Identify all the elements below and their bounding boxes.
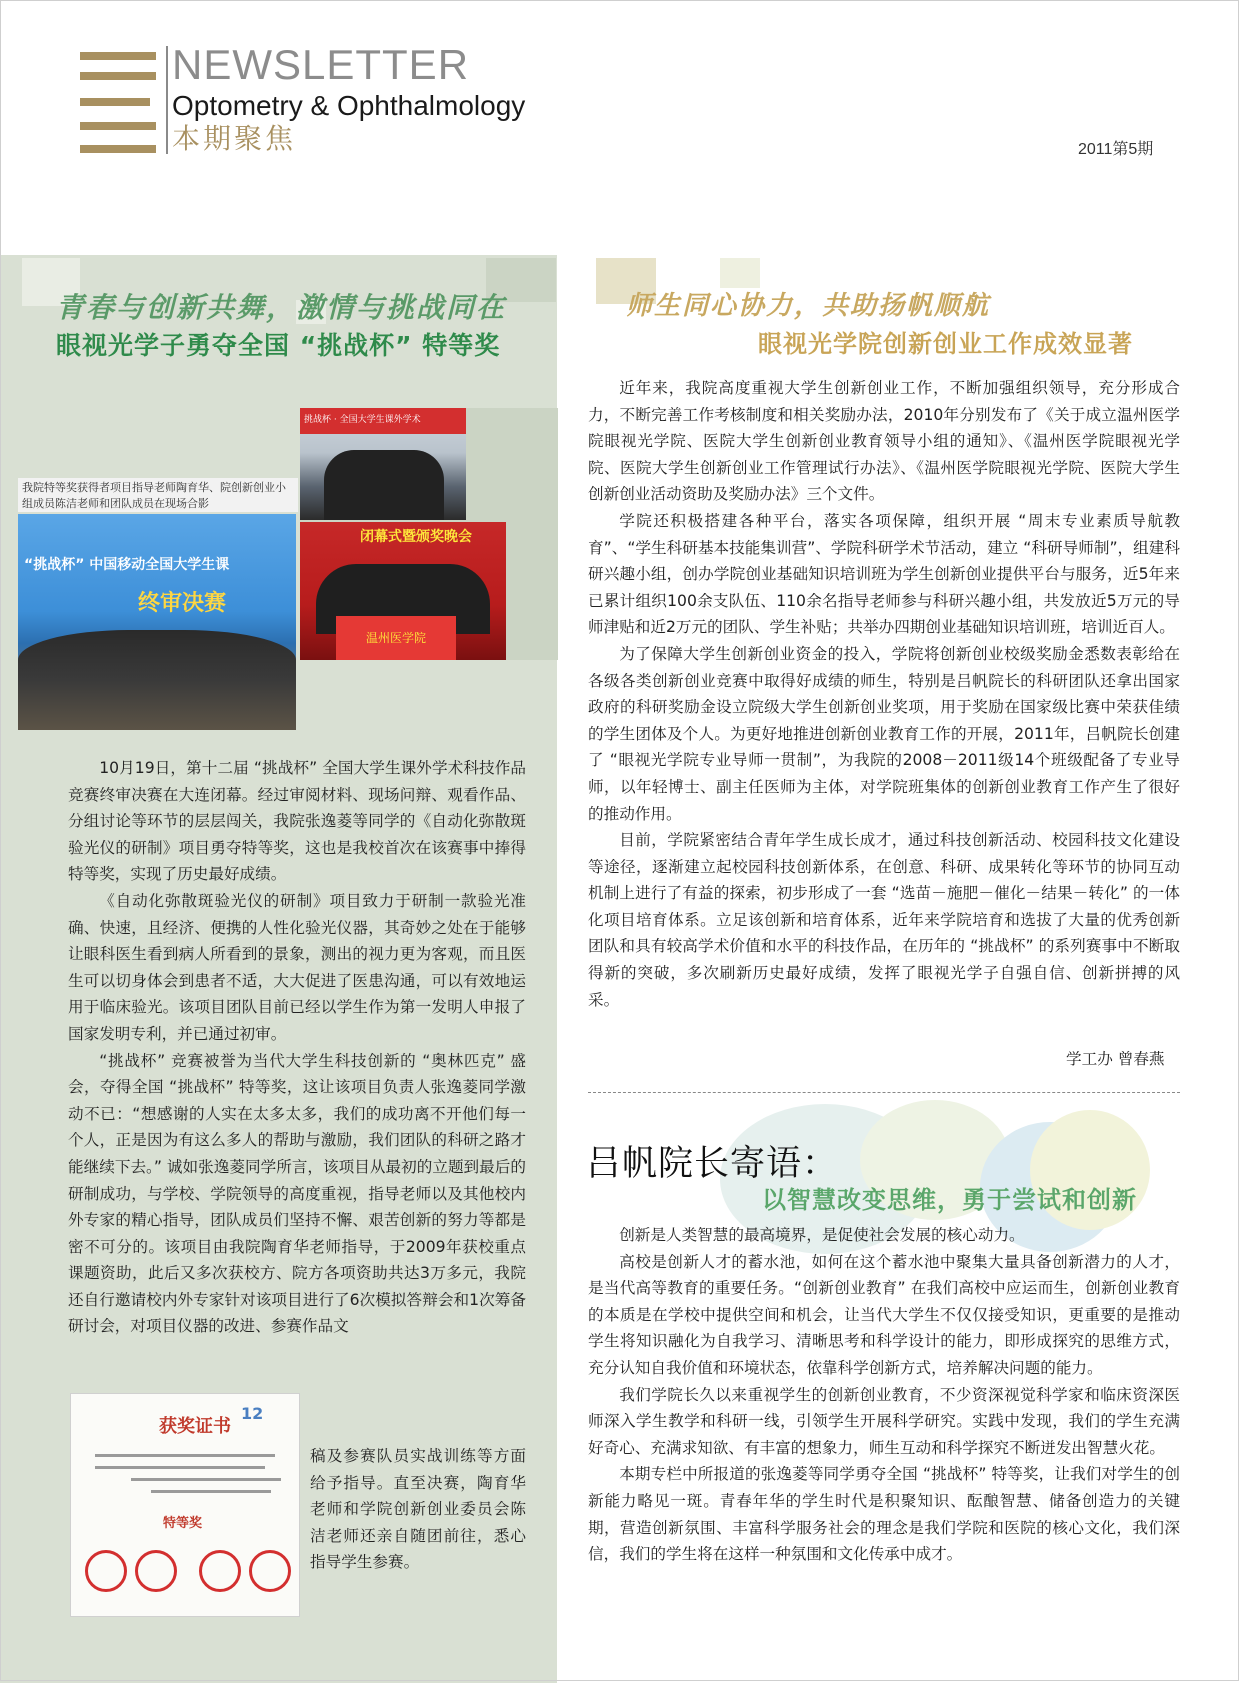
left-article-body: [68, 755, 526, 1336]
logo-bar: [80, 145, 156, 153]
certificate-line: [131, 1478, 281, 1481]
right-headline-script: 师生同心协力，共助扬帆顺航: [626, 291, 991, 321]
award-certificate-image: [70, 1393, 300, 1617]
red-seal: [199, 1550, 241, 1592]
paragraph: 我们学院长久以来重视学生的创新创业教育，不少资深视觉科学家和临床资深医师深入学生教学和科研一线，引领学生开展科学研究。实践中发现，我们的学生充满好奇心、充满求知欲、有丰富的想象力，师生互动和科学探究不断迸发出智慧火花。: [588, 1385, 1180, 1457]
closing-ceremony-photo: [300, 522, 506, 660]
photo-banner-final: 终审决赛: [138, 591, 227, 616]
paragraph: 高校是创新人才的蓄水池，如何在这个蓄水池中聚集大量具备创新潜力的人才，是当代高等教育的重要任务。“创新创业教育” 在我们高校中应运而生，创新创业教育的本质是在学校中提供空间和机会，让当代大学生不仅仅接受知识，更重要的是推动学生将知识融化为自我学习、清晰思考和科学设计的能力，即形成探究的思维方式，充分认知自我价值和环境状态，依靠科学创新方式，培养解决问题的能力。: [588, 1252, 1180, 1377]
paragraph: 创新是人类智慧的最高境界，是促使社会发展的核心动力。: [619, 1226, 1025, 1244]
group-silhouette: [18, 630, 296, 730]
red-seal: [85, 1550, 127, 1592]
certificate-line: [151, 1490, 271, 1493]
paragraph: 本期专栏中所报道的张逸菱等同学勇夺全国 “挑战杯” 特等奖，让我们对学生的创新能力略见一斑。青春年华的学生时代是积聚知识、酝酿智慧、储备创造力的关键期，营造创新氛围、丰富科学服务社会的理念是我们学院和医院的核心文化，我们深信，我们的学生将在这样一种氛围和文化传承中成才。: [588, 1465, 1180, 1564]
left-headline-script: 青春与创新共舞，激情与挑战同在: [56, 291, 507, 324]
paragraph: 为了保障大学生创新创业资金的投入，学院将创新创业校级奖励金悉数表彰给在各级各类创新创业竞赛中取得好成绩的师生，特别是吕帆院长的科研团队还拿出国家政府的科研奖励金设立院级大学生创新创业奖项，用于奖励在国家级比赛中荣获佳绩的学生团体及个人。为更好地推进创新创业教育工作的开展，2011年，吕帆院长创建了 “眼视光学院专业导师一贯制”，为我院的2008－2011级14个班级配备了专业导师，以年轻博士、副主任医师为主体，对学院班集体的创新创业教育工作产生了很好的推动作用。: [588, 644, 1180, 823]
section-divider: [588, 1092, 1180, 1093]
paragraph: “挑战杯” 竞赛被誉为当代大学生科技创新的 “奥林匹克” 盛会，夺得全国 “挑战杯” 特等奖，这让该项目负责人张逸菱同学激动不已：“想感谢的人实在太多太多，我们的成功离不开他们每一个人，正是因为有这么多人的帮助与激励，我们团队的科研之路才能继续下去。” 诚如张逸菱同学所言，该项目从最初的立题到最后的研制成功，与学校、学院领导的高度重视，指导老师以及其他校内外专家的精心指导，团队成员们坚持不懈、艰苦创新的努力等都是密不可分的。该项目由我院陶育华老师指导，于2009年获校重点课题资助，此后又多次获校方、院方各项资助共达3万多元，我院还自行邀请校内外专家针对该项目进行了6次模拟答辩会和1次筹备研讨会，对项目仪器的改进、参赛作品文: [68, 1051, 526, 1336]
left-headline: 眼视光学子勇夺全国 “挑战杯” 特等奖: [56, 331, 501, 360]
logo-bar: [80, 72, 156, 80]
paragraph: 《自动化弥散斑验光仪的研制》项目致力于研制一款验光准确、快速，且经济、便携的人性化验光仪器，其奇妙之处在于能够让眼科医生看到病人所看到的景象，测出的视力更为客观，而且医生可以切身体会到患者不适，大大促进了医患沟通，可以有效地运用于临床验光。该项目团队目前已经以学生作为第一发明人申报了国家发明专利，并已通过初审。: [68, 891, 526, 1043]
section-focus-label: 本期聚焦: [172, 122, 297, 155]
school-flag: 温州医学院: [336, 616, 456, 660]
logo-bar: [80, 98, 150, 106]
newsletter-title: NEWSLETTER: [172, 41, 470, 88]
photo-banner-text: 挑战杯 · 全国大学生课外学术: [304, 415, 421, 425]
team-photo-small: [300, 408, 466, 520]
paragraph: 10月19日，第十二届 “挑战杯” 全国大学生课外学术科技作品竞赛终审决赛在大连闭幕。经过审阅材料、现场问辩、观看作品、分组讨论等环节的层层闯关，我院张逸菱等同学的《自动化弥散斑验光仪的研制》项目勇夺特等奖，这也是我校首次在该赛事中捧得特等奖，实现了历史最好成绩。: [68, 759, 526, 884]
certificate-line: [95, 1466, 265, 1469]
certificate-logo: 12: [241, 1404, 264, 1423]
logo-bar: [80, 122, 156, 130]
paragraph: 目前，学院紧密结合青年学生成长成才，通过科技创新活动、校园科技文化建设等途径，逐渐建立起校园科技创新体系，在创意、科研、成果转化等环节的协同互动机制上进行了有益的探索，初步形成了一套 “选苗－施肥－催化－结果－转化” 的一体化项目培育体系。立足该创新和培育体系，近年来学院培育和选拔了大量的优秀创新团队和具有较高学术价值和水平的科技作品，在历年的 “挑战杯” 的系列赛事中不断取得新的突破，多次刷新历史最好成绩，发挥了眼视光学子自强自信、创新拼搏的风采。: [588, 831, 1180, 1009]
paragraph: 稿及参赛队员实战训练等方面给予指导。直至决赛，陶育华老师和学院创新创业委员会陈洁老师还亲自随团前往，悉心指导学生参赛。: [310, 1447, 526, 1572]
dean-message-title: 吕帆院长寄语：: [586, 1144, 839, 1184]
logo-divider: [166, 46, 168, 154]
left-article-wrap-text: [310, 1443, 526, 1576]
photo-caption: 我院特等奖获得者项目指导老师陶育华、院创新创业小组成员陈洁老师和团队成员在现场合影: [18, 478, 298, 512]
paragraph: 近年来，我院高度重视大学生创新创业工作，不断加强组织领导，充分形成合力，不断完善工作考核制度和相关奖励办法，2010年分别发布了《关于成立温州医学院眼视光学院、医院大学生创新创业教育领导小组的通知》、《温州医学院眼视光学院、医院大学生创新创业工作管理试行办法》、《温州医学院眼视光学院、医院大学生创新创业活动资助及奖励办法》三个文件。: [588, 379, 1180, 504]
article-signature: 学工办 曾春燕: [1066, 1050, 1165, 1068]
paragraph: 学院还积极搭建各种平台，落实各项保障，组织开展 “周末专业素质导航教育”、“学生科研基本技能集训营”、学院科研学术节活动，建立 “科研导师制”，组建科研兴趣小组，创办学院创业基础知识培训班为学生创新创业提供平台与服务，近5年来已累计组织100余支队伍、110余名指导老师参与科研兴趣小组，共发放近5万元的导师津贴和近2万元的团队、学生补贴；共举办四期创业基础知识培训班，培训近百人。: [588, 511, 1180, 637]
red-seal: [249, 1550, 291, 1592]
award-ceremony-photo: [18, 514, 296, 730]
photo-title-text: 闭幕式暨颁奖晚会: [360, 529, 472, 545]
photo-banner-text: “挑战杯” 中国移动全国大学生课: [24, 557, 230, 573]
dean-message-subtitle: 以智慧改变思维，勇于尝试和创新: [762, 1186, 1137, 1214]
right-headline: 眼视光学院创新创业工作成效显著: [758, 330, 1133, 358]
newsletter-subtitle: Optometry & Ophthalmology: [172, 90, 526, 121]
certificate-line: [95, 1454, 275, 1457]
decor-square: [720, 258, 760, 288]
issue-number: 2011第5期: [1078, 141, 1154, 158]
certificate-grade: 特等奖: [163, 1516, 203, 1531]
red-seal: [135, 1550, 177, 1592]
logo-bar: [80, 52, 156, 60]
right-article-body: [588, 375, 1180, 1013]
certificate-title: 获奖证书: [159, 1416, 231, 1437]
dean-message-body: [588, 1222, 1180, 1568]
people-silhouette: [324, 450, 444, 520]
